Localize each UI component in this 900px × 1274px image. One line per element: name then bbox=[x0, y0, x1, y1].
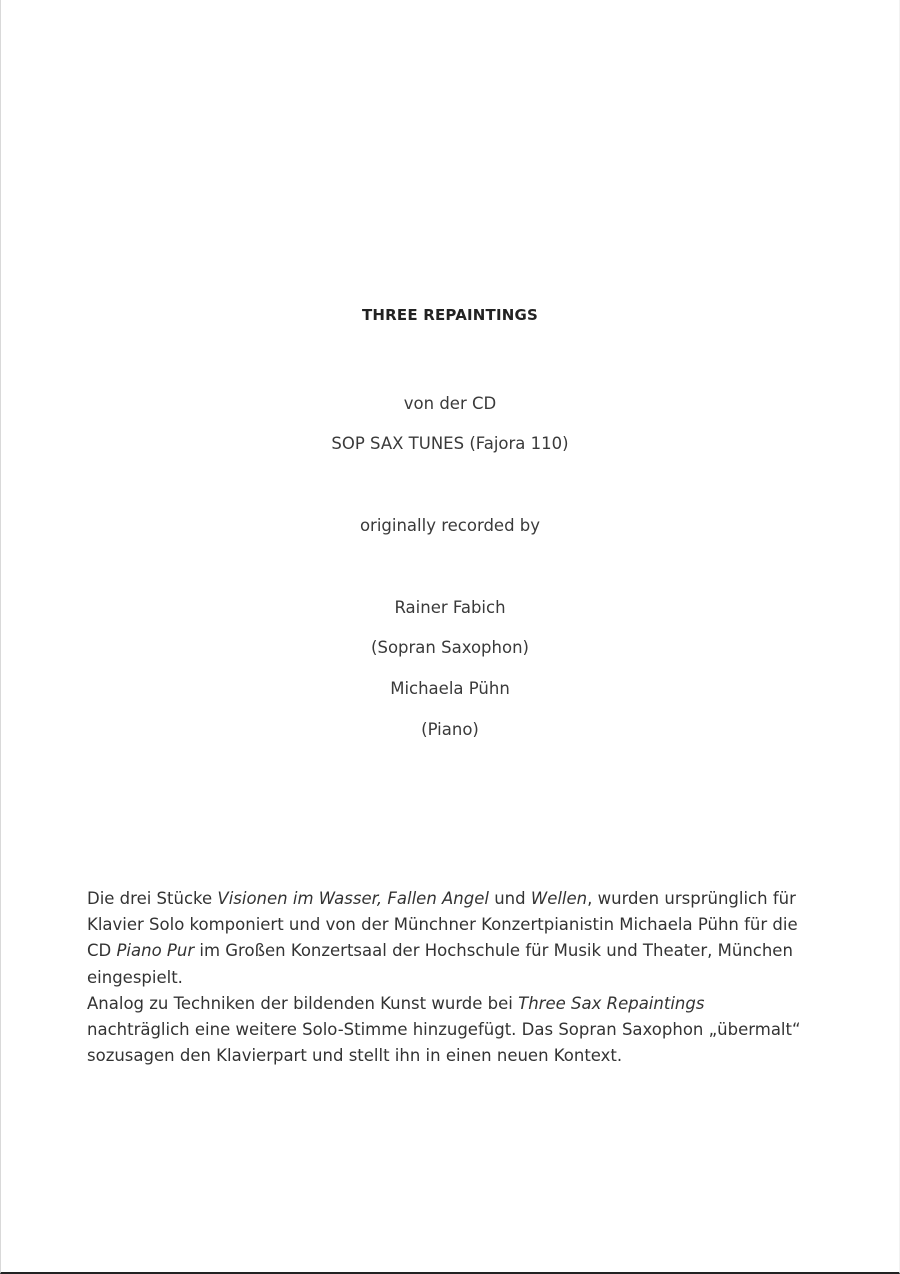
performer-2-instrument: (Piano) bbox=[421, 720, 479, 739]
recorded-by-line: originally recorded by bbox=[359, 516, 541, 535]
description-paragraph-2: Analog zu Techniken der bildenden Kunst wurde bei Three Sax Repaintings nachträglich eine weitere Solo-Stimme hinzugefügt. Das Sopran Saxophon „übermalt“ sozusagen den Klavierpart und stellt ihn in einen neuen Kontext. bbox=[87, 993, 801, 1066]
description-paragraph-1: Die drei Stücke Visionen im Wasser, Fallen Angel und Wellen, wurden ursprünglich für Klavier Solo komponiert und von der Münchner Konzertpianistin Michaela Pühn für die CD Piano Pur im Großen Konzertsaal der Hochschule für Musik und Theater, München eingespielt. bbox=[87, 889, 798, 987]
performer-1-name: Rainer Fabich bbox=[394, 598, 506, 617]
cd-name-line: SOP SAX TUNES (Fajora 110) bbox=[331, 434, 569, 453]
cd-intro-line: von der CD bbox=[403, 394, 497, 413]
piece-titles: Visionen im Wasser, Fallen Angel bbox=[217, 889, 489, 908]
cd-title-piano-pur: Piano Pur bbox=[116, 941, 195, 961]
piece-title-wellen: Wellen bbox=[530, 889, 588, 908]
description-text bbox=[87, 886, 807, 1069]
performer-2-name: Michaela Pühn bbox=[390, 679, 510, 698]
performer-1-instrument: (Sopran Saxophon) bbox=[371, 638, 529, 657]
work-title-three-sax-repaintings: Three Sax Repaintings bbox=[518, 993, 705, 1013]
document-title: THREE REPAINTINGS bbox=[361, 306, 539, 324]
